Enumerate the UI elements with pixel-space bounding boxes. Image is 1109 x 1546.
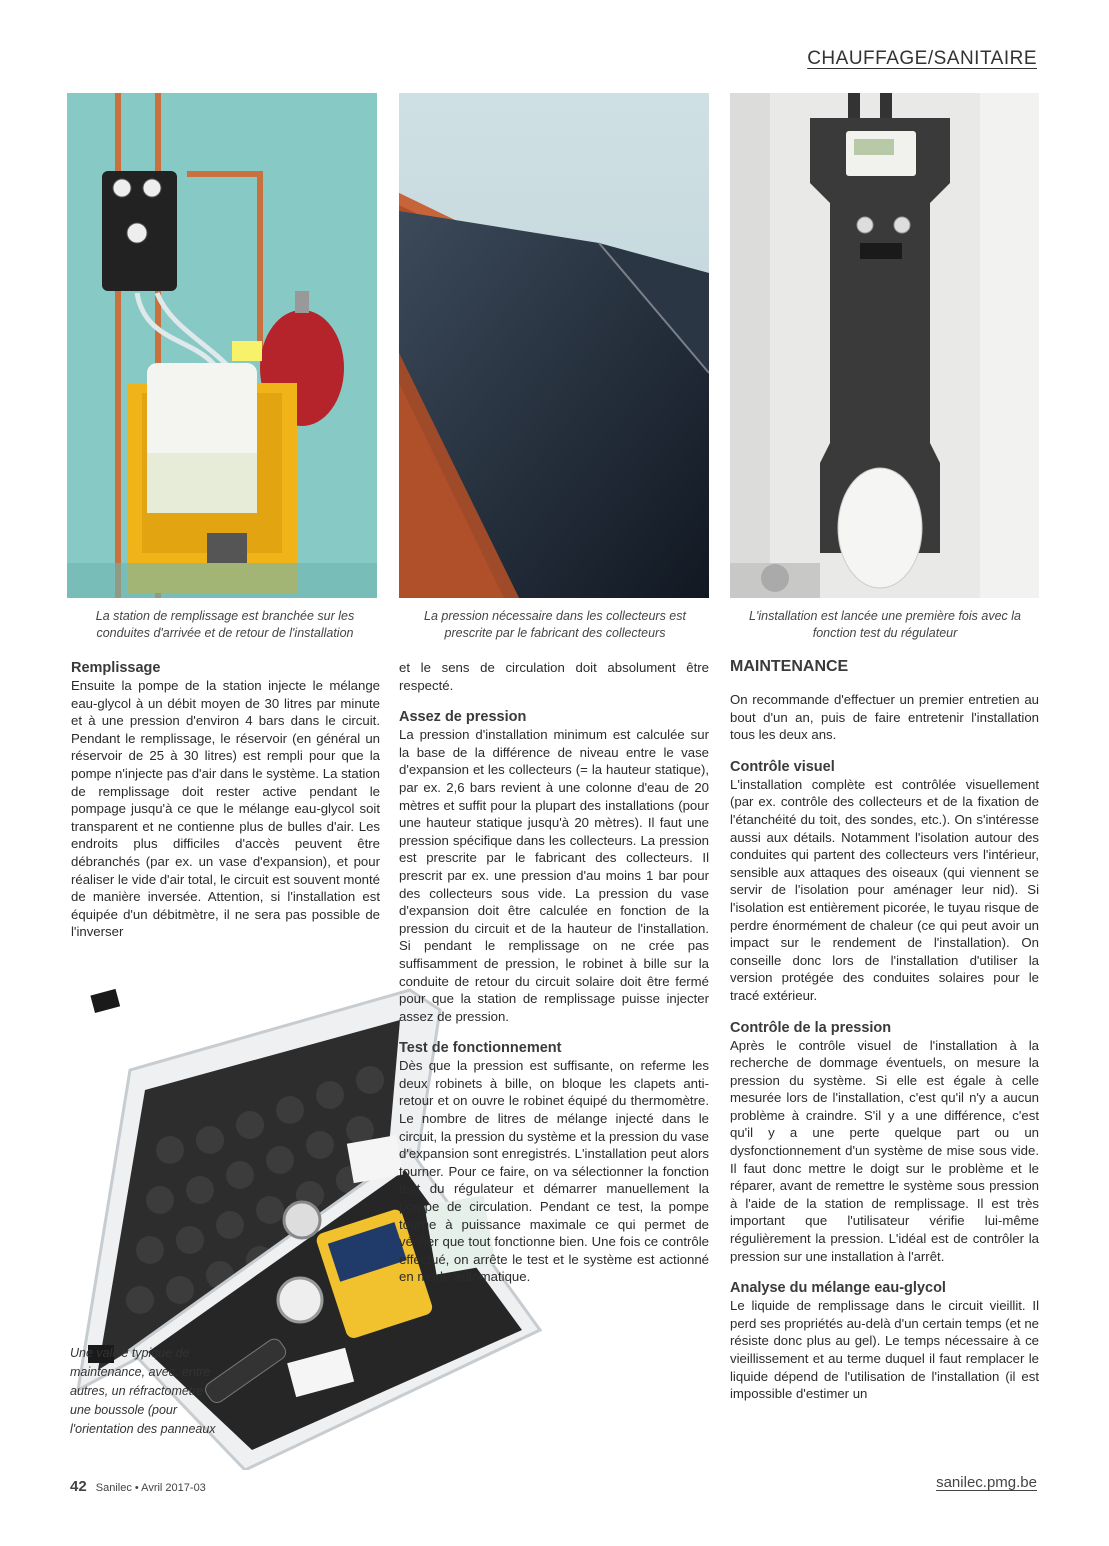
- text-intro-col2: et le sens de circulation doit absolument être respecté.: [399, 660, 709, 693]
- heading-controle-visuel: Contrôle visuel: [730, 758, 835, 775]
- text-remplissage: Ensuite la pompe de la station injecte le mélange eau-glycol à un débit moyen de 30 litres par minute et à une pression d'environ 4 bars dans le circuit. Pendant le remplissage, le réservoir (en général un réservoir de 25 à 30 litres) est rempli pour que la pompe n'injecte pas d'air dans le système. La station de remplissage doit rester active pendant le pompage jusqu'à ce que le mélange eau-glycol soit transparent et ne contienne plus de bulles d'air. Les endroits plus difficiles d'accès peuvent être débranchés (par ex. un vase d'expansion), et pour réaliser le vide d'air total, le circuit est souvent monté de manière inversée. Attention, si l'installation est équipée d'un débitmètre, il ne sera pas possible de l'inverser: [71, 678, 380, 940]
- text-test-de-fonctionnement: Dès que la pression est suffisante, on referme les deux robinets à bille, on bloque les clapets anti-retour et on ouvre le robinet équipé du thermomètre. Le nombre de litres de mélange injecté dans le circuit, la pression du système et la pression du vase d'expansion sont enregistrés. L'installation peut alors tourner. Pour ce faire, on va sélectionner la fonction test du régulateur et démarrer manuellement la pompe de circulation. Pendant ce test, la pompe tourne à puissance maximale ce qui permet de vérifier que tout fonctionne bien. Une fois ce contrôle effectué, on arrête le test et le système est actionné en mode automatique.: [399, 1058, 709, 1285]
- page-number: 42: [70, 1478, 87, 1495]
- column-2: [399, 659, 709, 1286]
- website-link[interactable]: sanilec.pmg.be: [936, 1474, 1037, 1491]
- heading-test-de-fonctionnement: Test de fonctionnement: [399, 1040, 562, 1057]
- case-caption: Une valise typique de maintenance, avec, entre autres, un réfractomètre et une boussole (pour l'orientation des panneaux: [70, 1346, 218, 1436]
- photo-filling-station: [67, 93, 377, 598]
- column-3: [730, 657, 1039, 1403]
- photo1-caption: La station de remplissage est branchée sur les conduites d'arrivée et de retour de l'installation: [95, 609, 355, 640]
- heading-maintenance: MAINTENANCE: [730, 658, 849, 675]
- text-controle-visuel: L'installation complète est contrôlée visuellement (par ex. contrôle des collecteurs et de la fixation de l'étanchéité du toit, des sondes, etc.). On s'intéresse aussi aux détails. Notamment l'isolation autour des conduites qui partent des collecteurs vers l'intérieur, sensible aux attaques des oiseaux (qui viennent se servir de l'isolation pour aménager leur nid). Si l'isolation est entièrement picorée, le tuyau risque de perdre énormément de chaleur (ce qui peut avoir un impact sur le rendement de l'installation). On conseille donc lors de l'installation d'utiliser la version protégée des conduites solaires pour le tracé extérieur.: [730, 776, 1039, 1003]
- text-controle-pression: Après le contrôle visuel de l'installation à la recherche de dommage éventuels, on mesure la pression du système. Si elle est égale à celle mesurée lors de l'installation, c'est qu'il n'y a aucun problème à craindre. S'il y a une différence, c'est qu'il y a une perte quelque part ou un dysfonctionnement d'un système de mise sous vide. Il faut donc mettre le doigt sur le problème et le réparer, avant de remettre le système sous pression à l'aide de la station de remplissage. Il est très important que l'utilisateur vérifie lui-même régulièrement la pression. L'idéal est de contrôler la pression sur une installation à l'arrêt.: [730, 1037, 1039, 1264]
- section-header: CHAUFFAGE/SANITAIRE: [807, 48, 1037, 69]
- heading-remplissage: Remplissage: [71, 660, 161, 676]
- footer-left: [70, 1478, 206, 1495]
- photo-solar-collector: [399, 93, 709, 598]
- photo-solar-station: [730, 93, 1039, 598]
- heading-controle-pression: Contrôle de la pression: [730, 1019, 892, 1036]
- heading-analyse-melange: Analyse du mélange eau-glycol: [730, 1280, 946, 1297]
- column-1: [71, 659, 380, 941]
- text-analyse-melange: Le liquide de remplissage dans le circuit vieillit. Il perd ses propriétés au-delà d'un certain temps (et ne résiste donc plus au gel). Le temps nécessaire à ce vieillissement et au terme duquel il faut remplacer le liquide dépend de l'utilisation de l'installation (il est impossible d'estimer un: [730, 1298, 1039, 1402]
- photo2-caption: La pression nécessaire dans les collecteurs est prescrite par le fabricant des collecteurs: [424, 609, 686, 640]
- publication-info: Sanilec • Avril 2017-03: [95, 1482, 206, 1494]
- photo3-caption: L'installation est lancée une première fois avec la fonction test du régulateur: [749, 609, 1021, 640]
- text-maintenance-intro: On recommande d'effectuer un premier entretien au bout d'un an, puis de faire entretenir l'installation tous les deux ans.: [730, 692, 1039, 743]
- text-assez-de-pression: La pression d'installation minimum est calculée sur la base de la différence de niveau entre le vase d'expansion et les collecteurs (= la hauteur statique), par ex. 2,6 bars revient à une colonne d'eau de 20 mètres et suffit pour la plupart des installations (pour une hauteur statique jusqu'à 20 mètres). Il faut une pression spécifique dans les collecteurs. La pression est prescrite par le fabricant des collecteurs. Il prescrit par ex. une pression d'au moins 1 bar pour des collecteurs sous vide. La pression du vase d'expansion doit être calculée en fonction de la pression du circuit et de la hauteur de l'installation. Si pendant le remplissage on ne crée pas suffisamment de pression, le robinet à bille sur la conduite de retour du circuit solaire doit être fermé pour que la station de remplissage puisse injecter assez de pression.: [399, 727, 709, 1024]
- heading-assez-de-pression: Assez de pression: [399, 709, 527, 726]
